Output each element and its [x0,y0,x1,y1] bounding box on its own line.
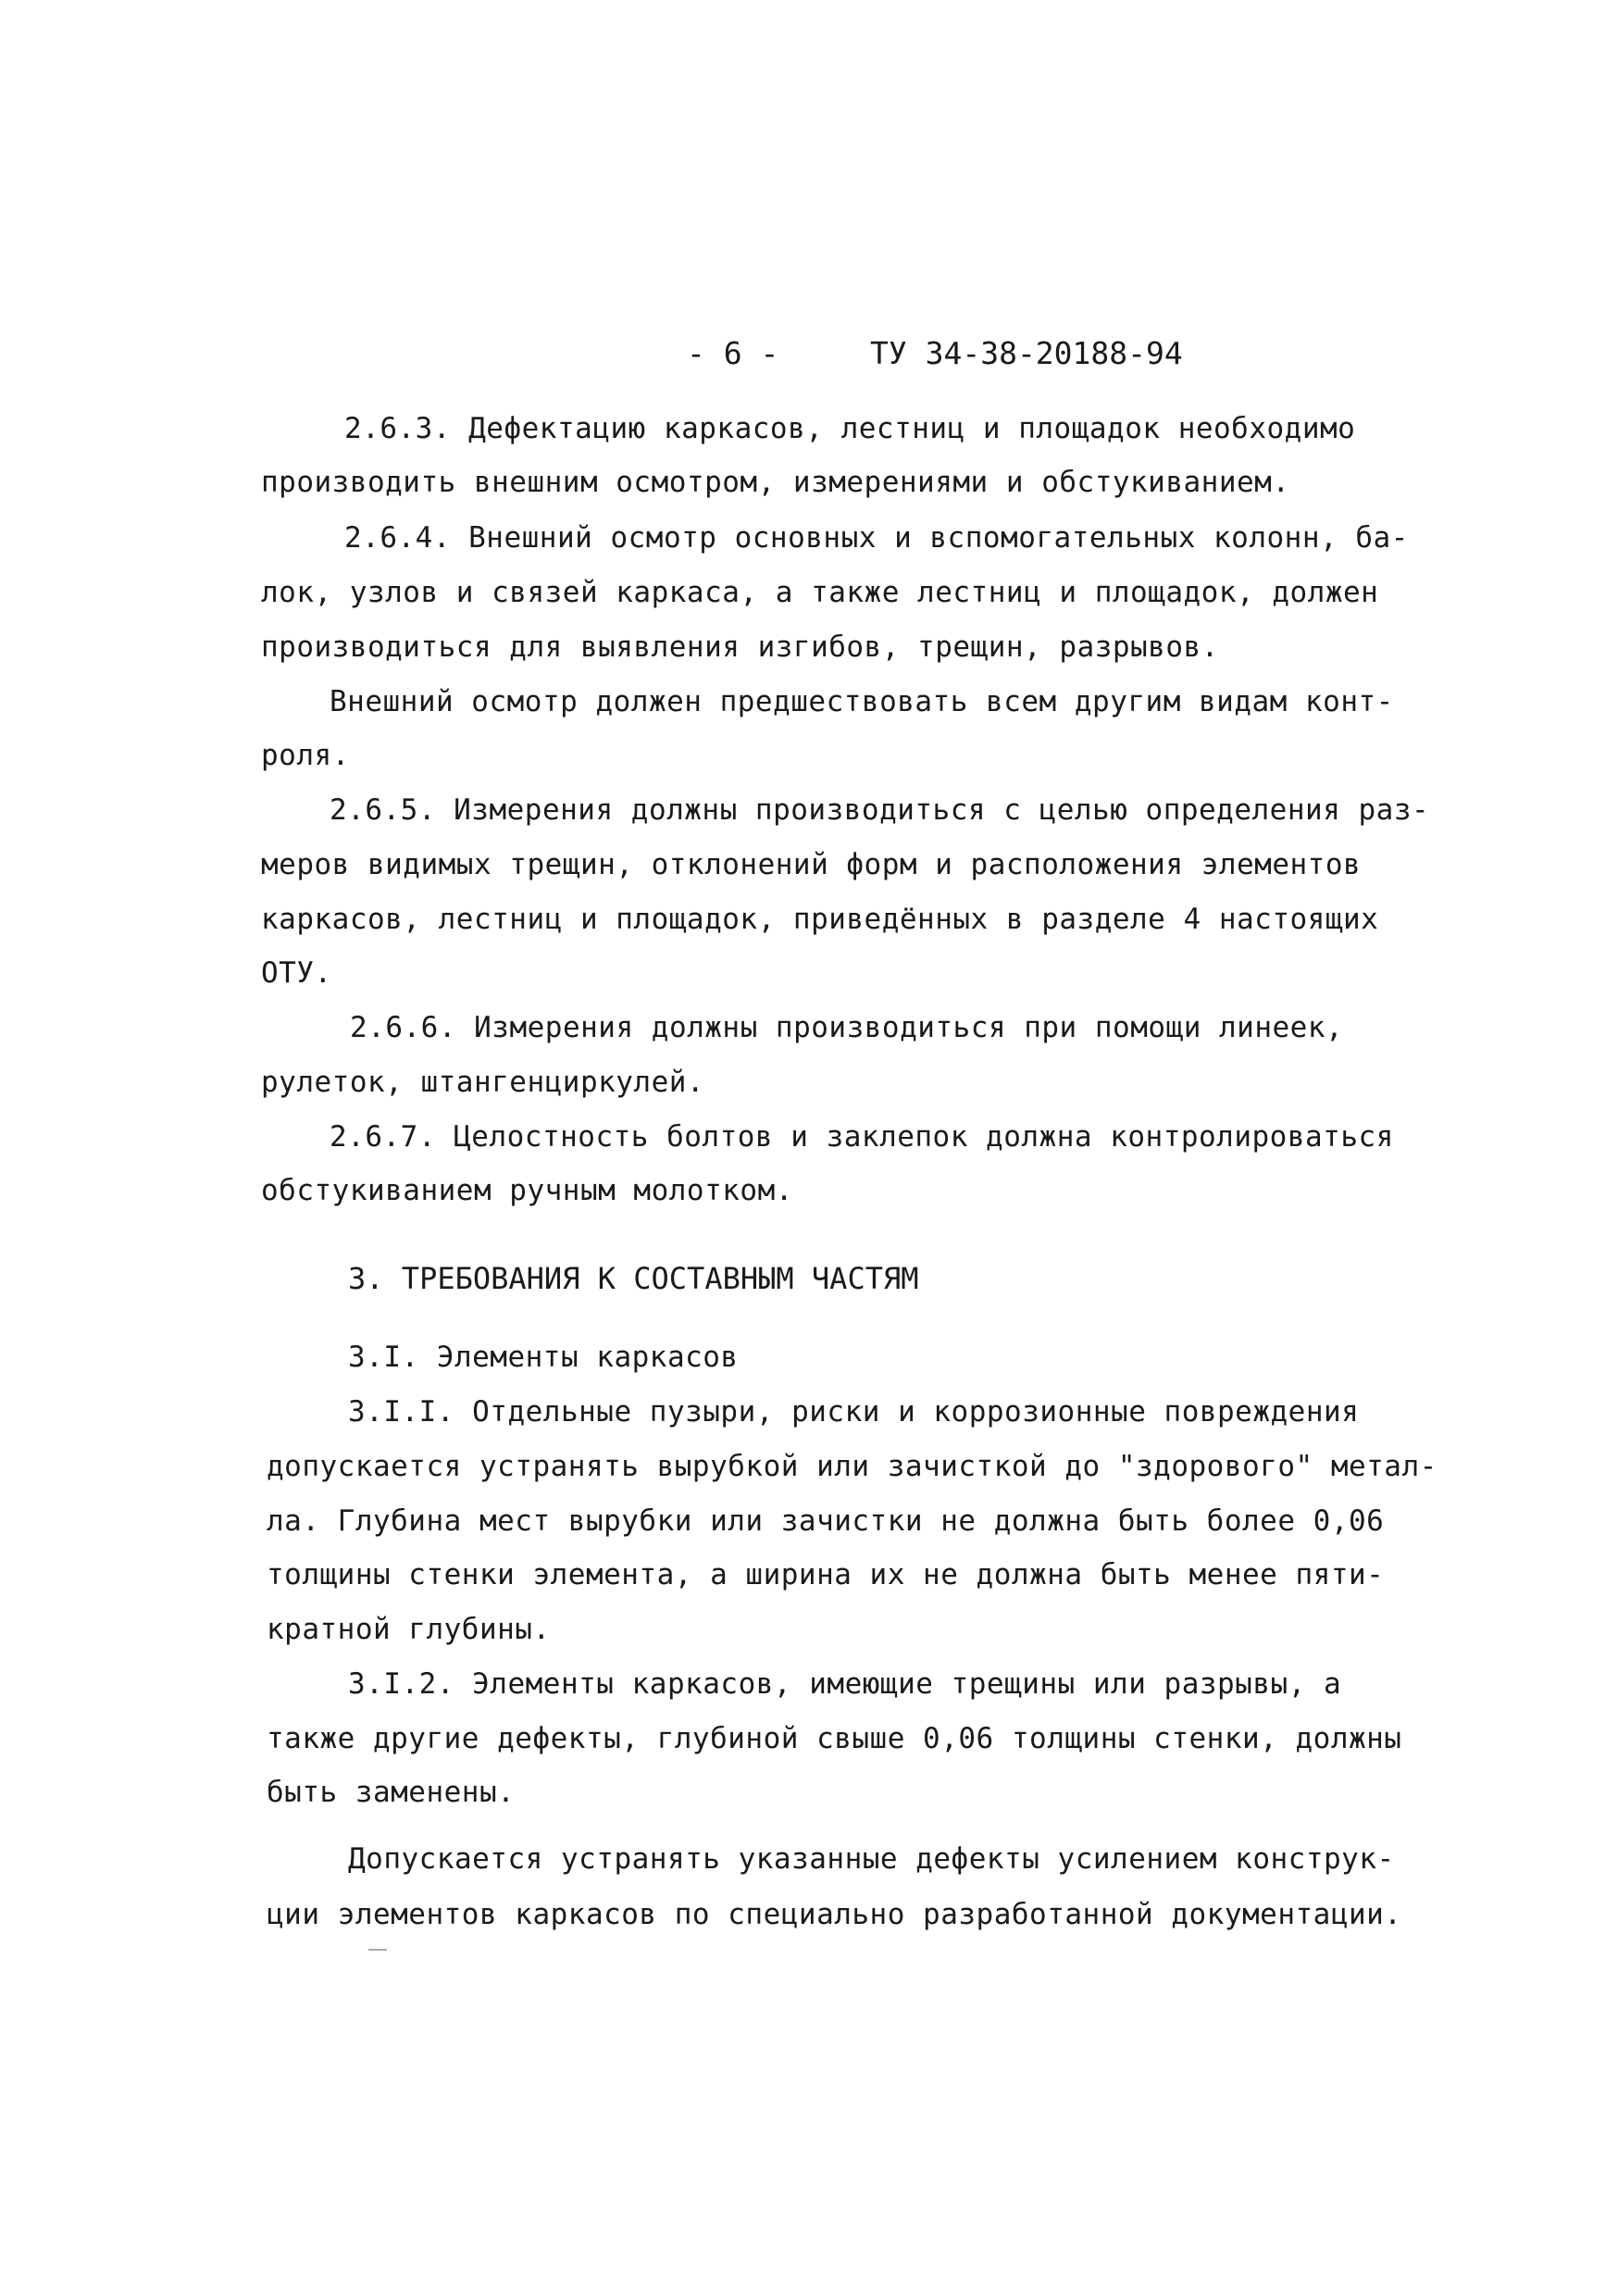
paragraph-3-1-1-line-2: допускается устранять вырубкой или зачисткой до "здорового" метал- [267,1450,1438,1483]
paragraph-inspection-line-1: Внешний осмотр должен предшествовать всем другим видам конт- [330,685,1394,718]
paragraph-2-6-4-line-1: 2.6.4. Внешний осмотр основных и вспомогательных колонн, ба- [344,521,1409,555]
paragraph-allowed-line-2: ции элементов каркасов по специально разработанной документации. [267,1898,1402,1931]
paragraph-2-6-4-line-2: лок, узлов и связей каркаса, а также лестниц и площадок, должен [261,576,1379,609]
paragraph-2-6-5-line-3: каркасов, лестниц и площадок, приведённых в разделе 4 настоящих [261,903,1379,936]
paragraph-3-1-1-line-1: 3.I.I. Отдельные пузыри, риски и коррозионные повреждения [348,1395,1360,1429]
paragraph-2-6-5-line-1: 2.6.5. Измерения должны производиться с целью определения раз- [330,793,1430,827]
paragraph-2-6-4-line-3: производиться для выявления изгибов, трещин, разрывов. [261,630,1219,664]
paragraph-allowed-line-1: Допускается устранять указанные дефекты усилением конструк- [348,1842,1395,1876]
page-number: - 6 - [687,335,779,371]
paragraph-2-6-5-line-4: ОТУ. [261,956,332,990]
paragraph-2-6-6-line-2: рулеток, штангенциркулей. [261,1066,705,1099]
paragraph-inspection-line-2: роля. [261,739,350,772]
paragraph-2-6-6-line-1: 2.6.6. Измерения должны производиться при помощи линеек, [350,1011,1344,1044]
paragraph-3-1-2-line-2: также другие дефекты, глубиной свыше 0,06 толщины стенки, должны [267,1722,1402,1755]
paragraph-3-1-1-line-5: кратной глубины. [267,1613,551,1646]
paragraph-3-1-1-line-3: ла. Глубина мест вырубки или зачистки не должна быть более 0,06 [267,1504,1385,1538]
document-code: ТУ 34-38-20188-94 [870,335,1183,371]
paragraph-2-6-3-line-1: 2.6.3. Дефектацию каркасов, лестниц и площадок необходимо [344,412,1356,445]
section-3-heading: 3. ТРЕБОВАНИЯ К СОСТАВНЫМ ЧАСТЯМ [348,1261,919,1296]
paragraph-2-6-7-line-2: обстукиванием ручным молотком. [261,1174,793,1207]
subsection-3-1-heading: 3.I. Элементы каркасов [348,1341,739,1374]
paragraph-2-6-5-line-2: меров видимых трещин, отклонений форм и расположения элементов [261,848,1362,881]
paragraph-3-1-2-line-1: 3.I.2. Элементы каркасов, имеющие трещины или разрывы, а [348,1667,1342,1701]
paragraph-3-1-2-line-3: быть заменены. [267,1776,516,1809]
paragraph-2-6-3-line-2: производить внешним осмотром, измерениями и обстукиванием. [261,466,1290,499]
scan-speck [368,1949,387,1951]
paragraph-2-6-7-line-1: 2.6.7. Целостность болтов и заклепок должна контролироваться [330,1120,1394,1154]
paragraph-3-1-1-line-4: толщины стенки элемента, а ширина их не должна быть менее пяти- [267,1558,1385,1591]
